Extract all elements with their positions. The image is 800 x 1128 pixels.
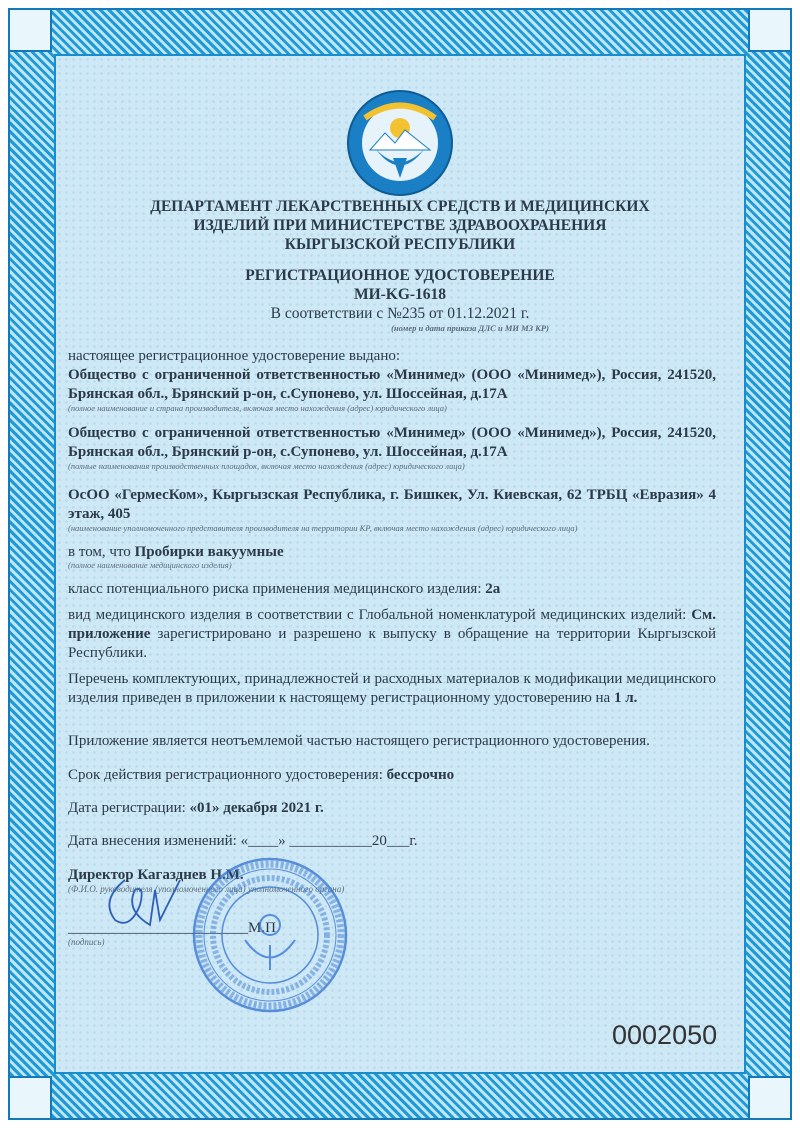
kind-reference: См. приложение — [68, 607, 716, 642]
issued-to-text: настоящее регистрационное удостоверение выдано: — [68, 348, 401, 364]
signature-blank: ________________________ — [68, 920, 248, 936]
certificate-title: РЕГИСТРАЦИОННОЕ УДОСТОВЕРЕНИЕ — [245, 267, 555, 284]
corner-ornament — [748, 8, 792, 52]
certificate-title-block — [80, 266, 720, 334]
corner-ornament — [8, 8, 52, 52]
manufacturer-note: (полное наименование и страна производителя, включая место нахождения (адрес) юридического лица) — [68, 403, 447, 413]
corner-ornament — [748, 1076, 792, 1120]
reg-date-prefix: Дата регистрации: — [68, 800, 190, 816]
risk-class: 2а — [485, 581, 501, 597]
order-reference: В соответствии с №235 от 01.12.2021 г. — [270, 305, 530, 322]
header-line: ДЕПАРТАМЕНТ ЛЕКАРСТВЕННЫХ СРЕДСТВ И МЕДИЦИНСКИХ — [150, 198, 650, 215]
signature-note: (подпись) — [68, 937, 105, 947]
risk-class-line — [68, 580, 716, 599]
manufacturer: Общество с ограниченной ответственностью «Минимед» (ООО «Минимед»), Россия, 241520, Брянская обл., Брянский р-он, с.Супонево, ул. Шоссейная, д.17А — [68, 367, 716, 402]
director-name: Директор Кагазднев Н.М. — [68, 867, 244, 883]
device-note: (полное наименование медицинского изделия) — [68, 560, 232, 570]
validity-line — [68, 766, 716, 785]
representative-note: (наименование уполномоченного представителя производителя на территории КР, включая место нахождения (адрес) юридического лица) — [68, 523, 578, 533]
device-name: Пробирки вакуумные — [134, 544, 284, 560]
validity-value: бессрочно — [386, 767, 455, 783]
seal-place: М.П — [248, 920, 276, 936]
kyrgyz-emblem-icon — [345, 88, 455, 198]
change-date-line: Дата внесения изменений: «____» ___________20___г. — [68, 833, 418, 849]
serial-number: 0002050 — [612, 1020, 718, 1050]
director-note: (Ф.И.О. руководителя (уполномоченного лица) уполномоченного органа) — [68, 884, 345, 894]
kind-text-end: зарегистрировано и разрешено к выпуску в обращение на территории Кыргызской Республики. — [68, 626, 716, 661]
signature-icon — [95, 870, 185, 940]
registration-date-line — [68, 799, 716, 818]
header-line: ИЗДЕЛИЙ ПРИ МИНИСТЕРСТВЕ ЗДРАВООХРАНЕНИЯ — [193, 217, 607, 234]
validity-prefix: Срок действия регистрационного удостоверения: — [68, 767, 387, 783]
registration-date: «01» декабря 2021 г. — [189, 800, 324, 816]
header-line: КЫРГЫЗСКОЙ РЕСПУБЛИКИ — [284, 236, 516, 253]
components-paragraph — [68, 670, 716, 708]
certificate-number: МИ-KG-1618 — [353, 286, 447, 303]
order-note: (номер и дата приказа ДЛС и МИ МЗ КР) — [391, 323, 549, 333]
device-kind-paragraph — [68, 606, 716, 663]
appendix-pages: 1 л. — [613, 690, 638, 706]
kind-text: вид медицинского изделия в соответствии с Глобальной номенклатурой медицинских изделий: — [68, 607, 692, 623]
device-prefix: в том, что — [68, 544, 135, 560]
components-text: Перечень комплектующих, принадлежностей и расходных материалов к модификации медицинского изделия приведен в приложении к настоящему регистрационному удостоверению на — [68, 671, 716, 706]
official-seal-icon — [190, 855, 350, 1015]
risk-prefix: класс потенциального риска применения медицинского изделия: — [68, 581, 486, 597]
representative: ОсОО «ГермесКом», Кыргызская Республика, г. Бишкек, Ул. Киевская, 62 ТРБЦ «Евразия» 4 этаж, 405 — [68, 487, 716, 522]
corner-ornament — [8, 1076, 52, 1120]
appendix-statement: Приложение является неотъемлемой частью настоящего регистрационного удостоверения. — [68, 733, 650, 749]
department-name — [80, 197, 720, 254]
production-site: Общество с ограниченной ответственностью «Минимед» (ООО «Минимед»), Россия, 241520, Брянская обл., Брянский р-он, с.Супонево, ул. Шоссейная, д.17А — [68, 425, 716, 460]
production-site-note: (полные наименования производственных площадок, включая место нахождения (адрес) юридического лица) — [68, 461, 465, 471]
